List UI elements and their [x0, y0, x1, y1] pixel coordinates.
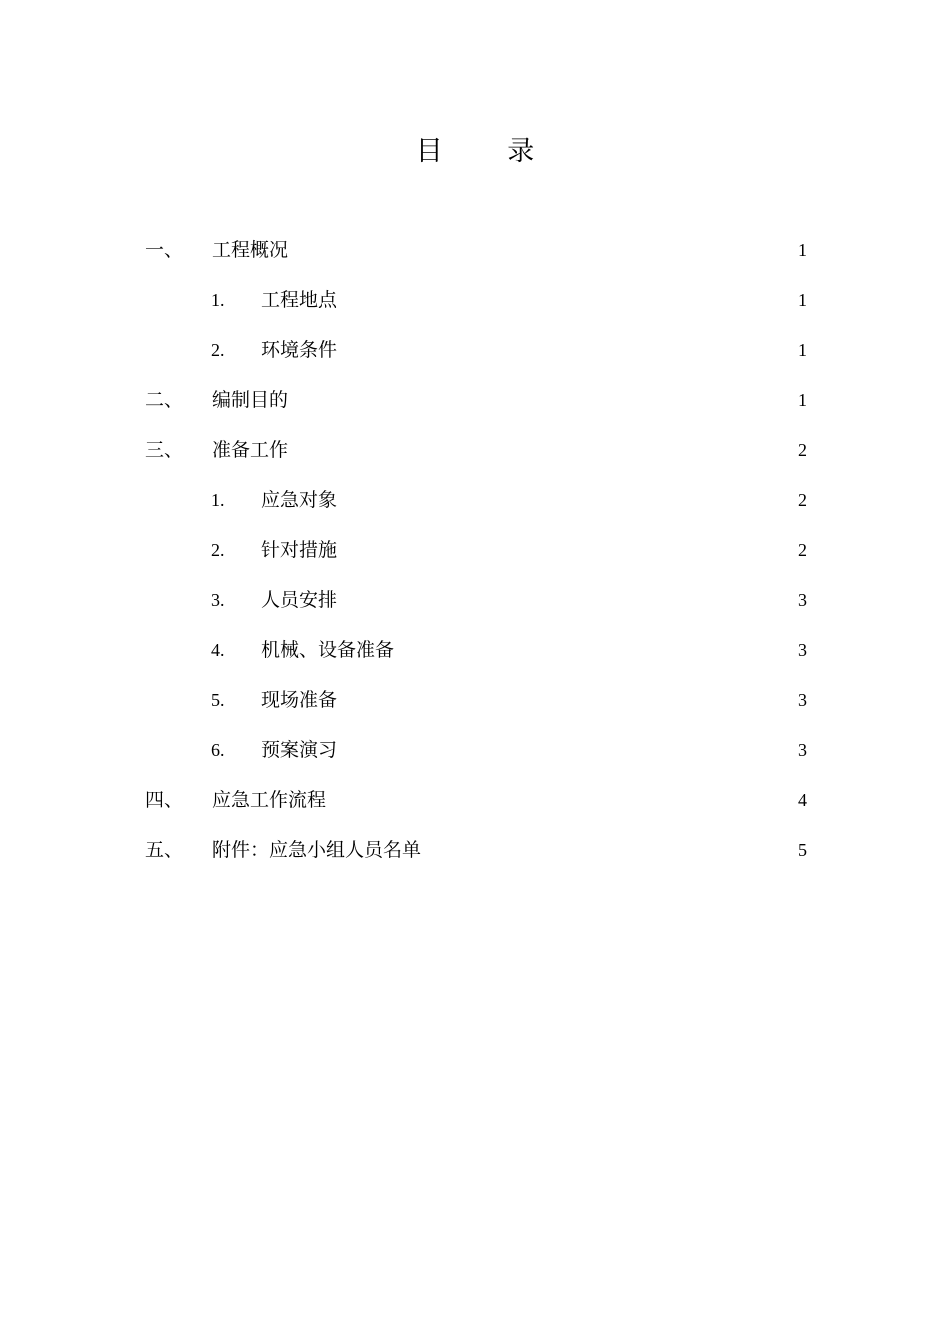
toc-entry[interactable] — [145, 730, 807, 780]
toc-page-number: 1 — [798, 290, 807, 310]
toc-entry-number: 3. — [211, 590, 225, 610]
toc-leader-dots — [338, 755, 797, 756]
toc-entry[interactable] — [145, 580, 807, 630]
toc-entry-text: 应急对象 — [261, 489, 338, 511]
toc-page-number: 2 — [798, 440, 807, 460]
toc-entry-number: 五、 — [145, 839, 184, 861]
toc-page-number: 3 — [798, 640, 807, 660]
toc-entry[interactable] — [145, 380, 807, 430]
toc-entry-text: 应急工作流程 — [212, 789, 327, 811]
toc-page-number: 4 — [798, 790, 807, 810]
toc-page-number: 1 — [798, 340, 807, 360]
toc-entry-text: 人员安排 — [261, 589, 338, 611]
toc-title: 目 录 — [415, 136, 563, 167]
toc-entry[interactable] — [145, 830, 807, 880]
toc-entry[interactable] — [145, 530, 807, 580]
toc-page-number: 2 — [798, 540, 807, 560]
toc-leader-dots — [395, 655, 797, 656]
toc-page-number: 3 — [798, 740, 807, 760]
toc-entry-text: 预案演习 — [261, 739, 338, 761]
toc-list — [145, 230, 807, 880]
toc-leader-dots — [289, 405, 797, 406]
toc-entry-number: 1. — [211, 290, 225, 310]
toc-page-number: 1 — [798, 240, 807, 260]
toc-leader-dots — [338, 555, 797, 556]
toc-entry-number: 6. — [211, 740, 225, 760]
toc-entry[interactable] — [145, 480, 807, 530]
toc-entry-text: 准备工作 — [212, 439, 289, 461]
toc-leader-dots — [338, 605, 797, 606]
toc-leader-dots — [422, 855, 797, 856]
toc-entry-number: 一、 — [145, 239, 184, 261]
toc-entry[interactable] — [145, 330, 807, 380]
toc-entry[interactable] — [145, 230, 807, 280]
toc-entry-text: 编制目的 — [212, 389, 289, 411]
toc-leader-dots — [289, 255, 797, 256]
toc-entry-number: 4. — [211, 640, 225, 660]
toc-entry-number: 2. — [211, 340, 225, 360]
toc-entry-text: 针对措施 — [261, 539, 338, 561]
toc-entry-text: 环境条件 — [261, 339, 338, 361]
toc-leader-dots — [289, 455, 797, 456]
toc-page-number: 2 — [798, 490, 807, 510]
toc-entry[interactable] — [145, 680, 807, 730]
toc-entry-text: 机械、设备准备 — [261, 639, 395, 661]
toc-leader-dots — [338, 355, 797, 356]
toc-leader-dots — [338, 505, 797, 506]
toc-entry-text: 附件：应急小组人员名单 — [212, 839, 422, 861]
toc-entry-number: 5. — [211, 690, 225, 710]
toc-entry-text: 工程概况 — [212, 239, 289, 261]
toc-entry-number: 二、 — [145, 389, 184, 411]
toc-entry-number: 2. — [211, 540, 225, 560]
toc-entry-number: 四、 — [145, 789, 184, 811]
toc-leader-dots — [338, 305, 797, 306]
toc-page-number: 1 — [798, 390, 807, 410]
toc-page-number: 5 — [798, 840, 807, 860]
toc-entry-number: 三、 — [145, 439, 184, 461]
toc-entry-text: 现场准备 — [261, 689, 338, 711]
toc-entry[interactable] — [145, 630, 807, 680]
toc-leader-dots — [338, 705, 797, 706]
toc-page-number: 3 — [798, 590, 807, 610]
toc-entry-text: 工程地点 — [261, 289, 338, 311]
toc-page-number: 3 — [798, 690, 807, 710]
toc-entry[interactable] — [145, 430, 807, 480]
toc-entry[interactable] — [145, 780, 807, 830]
toc-entry[interactable] — [145, 280, 807, 330]
toc-leader-dots — [327, 805, 797, 806]
toc-entry-number: 1. — [211, 490, 225, 510]
